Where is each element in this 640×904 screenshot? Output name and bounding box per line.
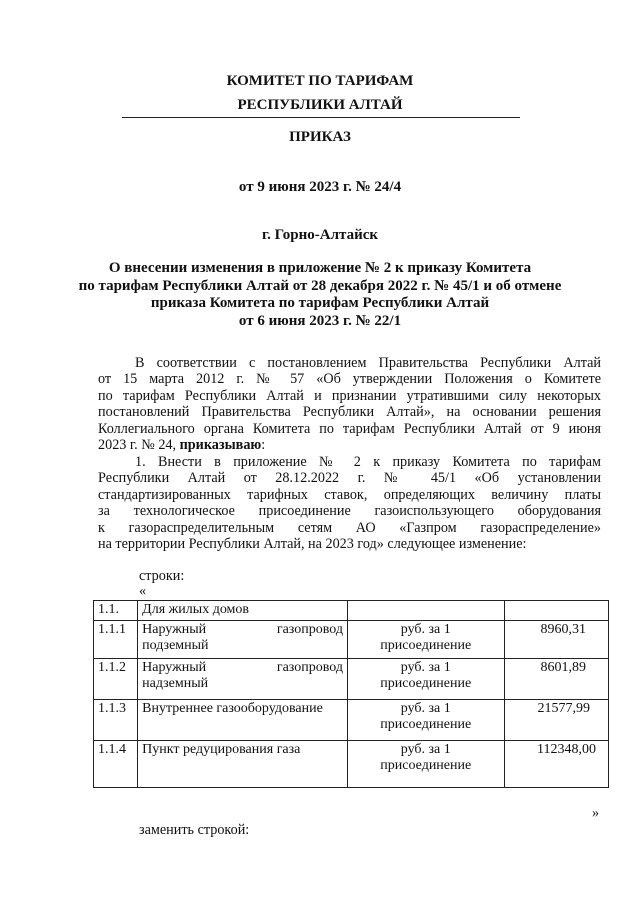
unit-line: руб. за 1 <box>400 700 451 716</box>
document-title <box>0 260 640 330</box>
text-line: В соответствии с постановлением Правительства Республики Алтай <box>135 355 601 371</box>
row-unit <box>347 601 504 621</box>
header-divider <box>122 117 520 118</box>
text-line: Коллегиального органа Комитета по тарифам Республики Алтай от 9 июня <box>98 420 601 437</box>
tariff-table <box>93 600 609 788</box>
row-name: Пункт редуцирования газа <box>138 740 348 787</box>
committee-name-line2: РЕСПУБЛИКИ АЛТАЙ <box>237 97 403 113</box>
unit-line: присоединение <box>380 676 472 691</box>
row-value <box>504 658 608 699</box>
row-name: Внутреннее газооборудование <box>138 699 348 740</box>
preamble-paragraph <box>98 355 601 453</box>
table-row <box>94 658 609 699</box>
row-value <box>504 620 608 658</box>
unit-line: присоединение <box>380 717 472 732</box>
title-line: по тарифам Республики Алтай от 28 декабря 2022 г. № 45/1 и об отмене <box>78 277 562 294</box>
text-line: постановлений Правительства Республики Алтай», на основании решения <box>98 404 601 421</box>
row-unit <box>347 740 504 787</box>
row-unit <box>347 620 504 658</box>
document-type: ПРИКАЗ <box>289 129 351 145</box>
row-number: 1.1. <box>94 601 138 621</box>
row-value <box>504 601 608 621</box>
unit-line: присоединение <box>380 638 472 653</box>
value-text: 8960,31 <box>540 621 586 637</box>
row-value <box>504 699 608 740</box>
row-name-line: Наружный газопровод <box>142 659 343 675</box>
opening-quote: « <box>139 583 147 599</box>
table-row <box>94 699 609 740</box>
unit-line: присоединение <box>380 758 472 773</box>
text-line: 1. Внести в приложение № 2 к приказу Комитета по тарифам <box>135 454 601 470</box>
replace-label: заменить строкой: <box>139 822 250 838</box>
rows-label: строки: <box>139 568 185 584</box>
row-name-line: подземный <box>142 638 209 653</box>
row-number: 1.1.2 <box>94 658 138 699</box>
row-name <box>138 658 348 699</box>
row-value <box>504 740 608 787</box>
value-text: 112348,00 <box>537 741 596 757</box>
text-line: от 15 марта 2012 г. № 57 «Об утверждении Положения о Комитете <box>98 371 601 388</box>
document-city: г. Горно-Алтайск <box>261 227 379 243</box>
unit-line: руб. за 1 <box>400 659 451 675</box>
row-number: 1.1.1 <box>94 620 138 658</box>
text-line: на территории Республики Алтай, на 2023 год» следующее изменение: <box>98 536 527 553</box>
closing-quote: » <box>592 805 600 821</box>
table-row <box>94 601 609 621</box>
text-fragment: : <box>261 437 266 454</box>
text-line: к газораспределительным сетям АО «Газпром газораспределение» <box>98 519 601 536</box>
text-line: Республики Алтай от 28.12.2022 г. № 45/1 «Об установлении <box>98 470 601 487</box>
row-name: Для жилых домов <box>138 601 348 621</box>
value-text: 21577,99 <box>537 700 590 716</box>
text-line: по тарифам Республики Алтай и признании утратившими силу некоторых <box>98 387 601 404</box>
table-row <box>94 740 609 787</box>
value-text: 8601,89 <box>540 659 586 675</box>
title-line: приказа Комитета по тарифам Республики Алтай <box>150 295 490 311</box>
row-number: 1.1.3 <box>94 699 138 740</box>
committee-name-line1: КОМИТЕТ ПО ТАРИФАМ <box>226 73 414 89</box>
text-line <box>98 437 601 453</box>
order-keyword: приказываю <box>179 437 262 454</box>
document-date-number: от 9 июня 2023 г. № 24/4 <box>238 179 402 195</box>
unit-line: руб. за 1 <box>400 621 451 637</box>
text-line: стандартизированных тарифных ставок, определяющих величину платы <box>98 486 601 503</box>
row-unit <box>347 699 504 740</box>
title-line: О внесении изменения в приложение № 2 к приказу Комитета <box>108 260 532 276</box>
text-fragment: 2023 г. № 24, <box>98 437 180 454</box>
title-line: от 6 июня 2023 г. № 22/1 <box>238 312 402 329</box>
row-name-line: Наружный газопровод <box>142 621 343 637</box>
row-unit <box>347 658 504 699</box>
row-name-line: надземный <box>142 676 209 691</box>
unit-line: руб. за 1 <box>400 741 451 757</box>
row-name <box>138 620 348 658</box>
text-line: за технологическое присоединение газоиспользующего оборудования <box>98 503 601 520</box>
row-number: 1.1.4 <box>94 740 138 787</box>
table-row <box>94 620 609 658</box>
amendment-paragraph <box>98 454 601 552</box>
